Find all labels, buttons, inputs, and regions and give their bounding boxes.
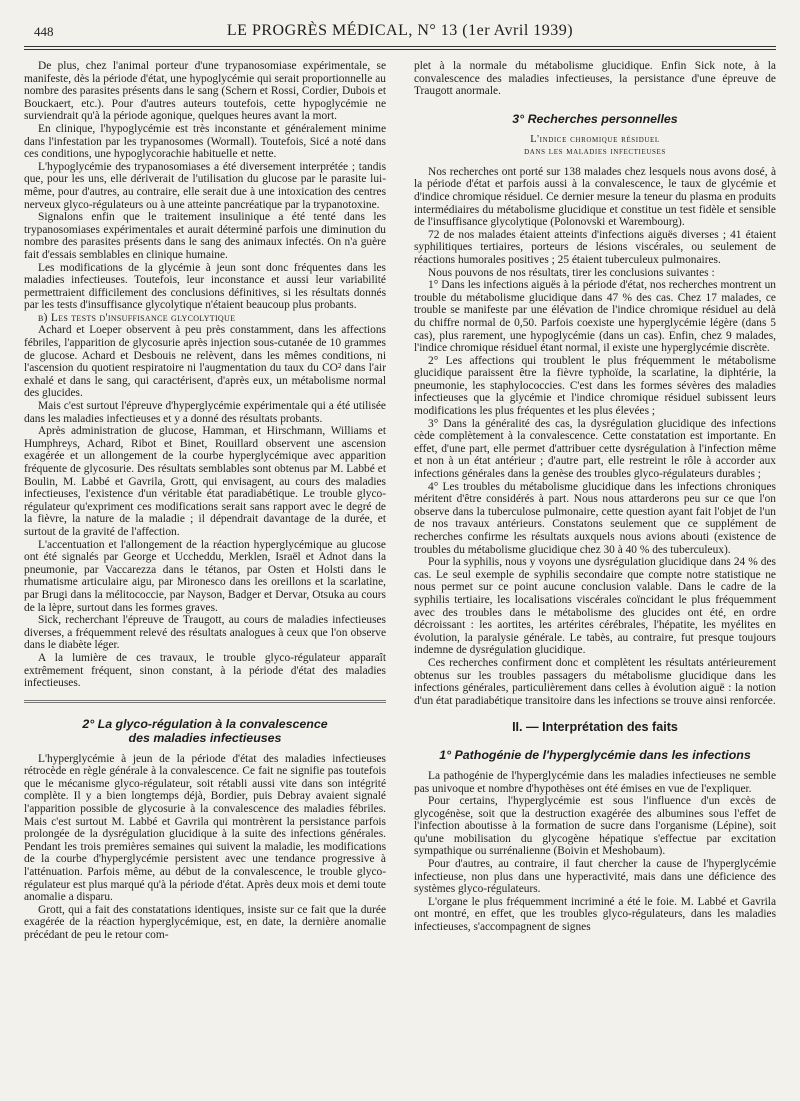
paragraph: Sick, recherchant l'épreuve de Traugott, au cours de maladies infectieuses diverses, a fréquemment relevé des résultats analogues à ceux que l'on observe dans le diabète léger. <box>24 614 386 652</box>
heading-line: dans les maladies infectieuses <box>524 145 666 157</box>
paragraph: plet à la normale du métabolisme glucidique. Enfin Sick note, à la convalescence des maladies infectieuses, la persistance d'une épreuve de Traugott anormale. <box>414 60 776 98</box>
paragraph: En clinique, l'hypoglycémie est très inconstante et généralement minime dans l'infestation par les trypanosomes (Wormall). Toutefois, Sicé a noté dans ces conditions, une hypoglycorachie habituelle et nette. <box>24 122 386 161</box>
paragraph: 1° Dans les infections aiguës à la période d'état, nos recherches montrent un trouble du métabolisme glucidique dans 47 % des cas. Chez 17 malades, ce trouble se manifeste par une élévation de l'indice chromique résiduel au delà du chiffre normal de 0,50. Parfois coexiste une hyperglycémie légère (dans 5 cas), plus rarement, une hypoglycémie (dans un cas). Enfin, chez 9 malades, l'indice chromique résiduel étant normal, il existe une hyperglycémie discrète. <box>414 279 776 355</box>
paragraph: Ces recherches confirment donc et complètent les résultats antérieurement obtenus sur les troubles passagers du métabolisme glucidique dans les infections générales, particulièrement dans celles à évolution aiguë : la notion d'un état paradiabétique transitoire dans les infections se trouve ainsi renforcée. <box>414 656 776 707</box>
page-number: 448 <box>34 24 54 39</box>
small-caps-heading <box>414 134 776 158</box>
paragraph: Nos recherches ont porté sur 138 malades chez lesquels nous avons dosé, à la période d'état et parfois aussi à la convalescence, le taux de glycémie et d'indice chromique résiduel. Ce dernier mesure la teneur du plasma en produits intermédiaires du métabolisme glucidique et constitue un test fidèle et sensible de l'insuffisance glycolytique (Polonovski et Warembourg). <box>414 165 776 229</box>
paragraph: L'accentuation et l'allongement de la réaction hyperglycémique au glucose ont été signalés par George et Uccheddu, Merklen, Israël et Adnot dans la pneumonie, par Vaccarezza dans le tétanos, par Osten et Holsti dans le rhumatisme articulaire aigu, par Mironesco dans les oreillons et la scarlatine, par Brugi dans la mélitococcie, par Nayson, Badger et Dervar, Otsuka au cours de la lèpre, surtout dans les formes graves. <box>24 538 386 614</box>
page-header <box>24 20 776 44</box>
header-rule <box>24 46 776 47</box>
section-divider <box>24 700 386 703</box>
paragraph: L'organe le plus fréquemment incriminé a été le foie. M. Labbé et Gavrila ont montré, en effet, que les troubles glyco-régulateurs, dans les maladies infectieuses, s'accompagnent de signes <box>414 895 776 934</box>
paragraph: Après administration de glucose, Hamman, et Hirschmann, Williams et Humphreys, Achard, Ribot et Binet, Rouillard observent une ascension exagérée et un allongement de la courbe hyperglycémique avec apparition fréquente de glycosurie. Des résultats semblables sont obtenus par M. Labbé et Boulin, M. Labbé et Gavrila, Grott, qui envisagent, au cours des maladies infectieuses, l'existence d'un véritable état paradiabétique. Le trouble glyco-régulateur qu'expriment ces modifications serait sans rapport avec le degré de la fièvre, la nature de la maladie ; il dépendrait davantage de la durée, et surtout de la gravité de l'affection. <box>24 425 386 538</box>
paragraph: De plus, chez l'animal porteur d'une trypanosomiase expérimentale, se manifeste, dès la période d'état, une hypoglycémie qui serait proportionnelle au nombre des parasites présents dans le sang (Schern et Rossi, Cordier, Dubois et Bouckaert, etc.). Pour d'autres auteurs toutefois, cette hypoglycémie ne surviendrait qu'à la période agonique, quelques heures avant la mort. <box>24 60 386 123</box>
subsection-heading-2 <box>24 717 386 745</box>
paragraph: L'hyperglycémie à jeun de la période d'état des maladies infectieuses rétrocède en règle générale à la convalescence. Ce fait ne signifie pas toutefois que le mécanisme glyco-régulateur, soit rétabli aussi vite dans son intégrité complète. Il y a bien longtemps déjà, Bordier, puis Debray avaient signalé l'apparition possible de glycosurie à la convalescence des maladies fébriles. Mais c'est surtout M. Labbé et Gavrila qui montrèrent la persistance parfois prolongée de la dysrégulation glucidique à la suite des infections générales. Pendant les trois premières semaines qui suivent la maladie, les modifications de la courbe d'hyperglycémie persistent avec une tendance progressive à l'atténuation. Parfois même, au début de la convalescence, le trouble glyco-régulateur est plus marqué qu'à la période d'état. Après deux mois et demi toute anomalie a disparu. <box>24 752 386 904</box>
subsection-heading-3: 3° Recherches personnelles <box>512 111 678 126</box>
header-rule-secondary <box>24 49 776 50</box>
paragraph: Achard et Loeper observent à peu près constamment, dans les affections fébriles, l'apparition de glycosurie après injection sous-cutanée de 10 grammes de glucose. Achard et Desbouis ne relèvent, dans les mêmes conditions, ni l'ascension du quotient respiratoire ni l'augmentation du taux du CO² dans l'air exhalé et dans le sang, qui caractérisent, d'après eux, un métabolisme normal des glucides. <box>24 324 386 400</box>
paragraph: Signalons enfin que le traitement insulinique a été tenté dans les trypanosomiases expérimentales et aurait déterminé parfois une diminution du nombre des parasites présents dans le sang des animaux infectés. On n'a guère fait d'essais semblables en clinique humaine. <box>24 211 386 261</box>
journal-title: LE PROGRÈS MÉDICAL, N° 13 (1er Avril 1939) <box>226 22 574 39</box>
paragraph: 72 de nos malades étaient atteints d'infections aiguës diverses ; 41 étaient syphilitiques tertiaires, porteurs de lésions viscérales, ou seulement de réactions humorales positives ; 25 étaient tuberculeux pulmonaires. <box>414 228 776 266</box>
heading-line: 2° La glyco-régulation à la convalescence <box>82 716 328 731</box>
paragraph: 2° Les affections qui troublent le plus fréquemment le métabolisme glucidique paraissent être la fièvre typhoïde, la scarlatine, la diphtérie, la pneumonie, les staphylococcies. C'est dans les formes sévères des maladies infectieuses que la glycémie et l'indice chromique résiduel subissent leurs modifications les plus fréquentes et les plus élevées ; <box>414 354 776 418</box>
right-column <box>414 60 776 942</box>
paragraph: 4° Les troubles du métabolisme glucidique dans les infections chroniques méritent d'être considérés à part. Nous nous attarderons peu sur ce que l'on observe dans la tuberculose pulmonaire, cette question ayant fait l'objet de l'un de nos travaux antérieurs. Constatons seulement que ce supplément de recherches confirme les résultats auxquels nous avions abouti (existence de troubles du métabolisme glucidique chez 30 à 40 % des tuberculeux). <box>414 480 776 556</box>
paragraph: 3° Dans la généralité des cas, la dysrégulation glucidique des infections cède complètement à la convalescence. Cette constatation est importante. En effet, d'une part, elle permet d'attribuer cette dysrégulation à l'infection même et non à un état antérieur ; d'autre part, elle restreint le rôle à accorder aux infections générales dans la genèse des troubles glyco-régulateurs durables ; <box>414 417 776 481</box>
section-heading-b: b) Les tests d'insuffisance glycolytique <box>38 311 236 324</box>
paragraph: Les modifications de la glycémie à jeun sont donc fréquentes dans les maladies infectieuses. Toutefois, leur inconstance et aussi leur variabilité permettraient difficilement des conclusions définitives, si les résultats donnés par les tests d'insuffisance glycolytique n'étaient beaucoup plus probants. <box>24 261 386 312</box>
section-heading-ii: II. — Interprétation des faits <box>512 720 678 735</box>
left-column <box>24 60 386 942</box>
heading-line: des maladies infectieuses <box>128 730 282 745</box>
paragraph: La pathogénie de l'hyperglycémie dans les maladies infectieuses ne semble pas univoque et nombre d'hypothèses ont été émises en vue de l'expliquer. <box>414 769 776 795</box>
paragraph: L'hypoglycémie des trypanosomiases a été diversement interprétée ; tandis que, pour les uns, elle dériverait de l'utilisation du glucose par le parasite lui-même, pour d'autres, au contraire, elle serait due à une intoxication des centres nerveux glyco-régulateurs ou à une atteinte pancréatique par la trypanotoxine. <box>24 160 386 211</box>
heading-line: L'indice chromique résiduel <box>530 133 660 145</box>
paragraph: Pour la syphilis, nous y voyons une dysrégulation glucidique dans 24 % des cas. Le seul exemple de syphilis secondaire que compte notre statistique ne nous permet sur ce point aucune conclusion valable. Dans le cadre de la syphilis tertiaire, les localisations viscérales coïncidant le plus fréquemment avec des troubles dans le métabolisme des glucides ont été, en ordre décroissant : les aortites, les artérites cérébrales, l'hépatite, les myélites en évolution, la paralysie générale. Le tabès, au contraire, fut presque toujours indemne de dysrégulation glucidique. <box>414 556 776 657</box>
text-columns <box>24 60 776 942</box>
paragraph: Grott, qui a fait des constatations identiques, insiste sur ce fait que la durée exagérée de la réaction hyperglycémique, est, en date, la dernière anomalie précédant de peu le retour com- <box>24 903 386 941</box>
paragraph: Nous pouvons de nos résultats, tirer les conclusions suivantes : <box>428 266 715 279</box>
paragraph: Mais c'est surtout l'épreuve d'hyperglycémie expérimentale qui a été utilisée dans les maladies infectieuses et y a donné des résultats probants. <box>24 400 386 425</box>
paragraph: Pour certains, l'hyperglycémie est sous l'influence d'un excès de glycogénèse, soit que la destruction exagérée des albumines sous l'effet de l'infection aboutisse à la formation de sucre dans l'organisme (Lépine), soit qu'une mobilisation du glycogène hépatique s'effectue par excitation sympathique ou surrénalienne (Boivin et Meshobaum). <box>414 795 776 858</box>
subsection-heading-4: 1° Pathogénie de l'hyperglycémie dans les infections <box>439 747 751 762</box>
paragraph: A la lumière de ces travaux, le trouble glyco-régulateur apparaît extrêmement fréquent, sinon constant, à la période d'état des maladies infectieuses. <box>24 651 386 690</box>
paragraph: Pour d'autres, au contraire, il faut chercher la cause de l'hyperglycémie infectieuse, non plus dans une hyperactivité, mais dans une déficience des systèmes glyco-régulateurs. <box>414 858 776 896</box>
